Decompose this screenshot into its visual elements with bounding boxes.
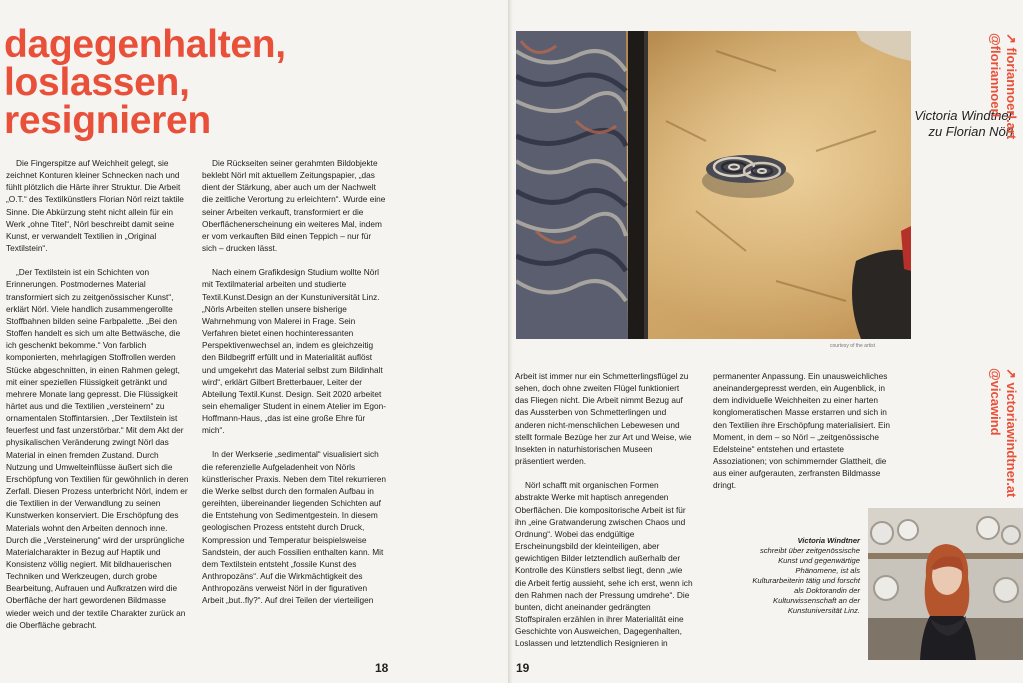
left-column-1: [6, 157, 189, 643]
byline-author: Victoria Windtner: [914, 108, 1013, 123]
paragraph: „Der Textilstein ist ein Schichten von Erinnerungen. Postmodernes Material transformiert sich zu zeitgenössischer Kunst“, erklärt Nörl. Viele handlich zusammengerollte Stoffbahnen bilden seine Farbpalette. „Bei den Stoffen handelt es sich um alte Bettwäsche, die ich geschenkt bekomme.“ Von farblich komponierten, mehrlagigen Stoffrollen werden Stücke abgeschnitten, in einen Rahmen gelegt, mit einer speziellen Flüssigkeit getränkt und mehrere Monate lang gepresst. Die Flüssigkeit härtet aus und die Textilien „versteinern“ zu ornamentalen Stoffintarsien. „Der Textilstein ist feuerfest und fast unzerstörbar.“ Mit dem Akt der physikalischen Veränderung zwingt Nörl das Material in einen fremden Zustand. Durch Nutzung und Umwelteinflüsse äußert sich die Erschöpfung von Textilien für gewöhnlich in deren Zerfall. Diesen Prozess unterbricht Nörl, indem er die Textilien in der Verwandlung zu seinen Kunstwerken konserviert. Die Erschöpfung des Materials wohnt den Arbeiten dennoch inne. Durch die „Versteinerung“ wird der ursprüngliche Materialcharakter in Bezug auf Haptik und Konsistenz völlig negiert. Mit bildhauerischen Techniken und Werkzeugen, durch grobe Bearbeitung, Aufrauen und Aufkratzen wird die Oberfläche der hart gewordenen Bildmasse wieder weich und der textile Charakter zurück an die Oberfläche gebracht.: [6, 267, 189, 630]
article-title: [4, 23, 286, 142]
author-instagram[interactable]: @vicawind: [988, 368, 1003, 436]
artwork-photo-illustration: [516, 31, 911, 339]
title-line: resignieren: [4, 99, 211, 142]
author-portrait-illustration: [868, 508, 1023, 660]
author-social-links: [987, 368, 1019, 497]
artist-instagram[interactable]: @floriannoerl: [988, 33, 1003, 118]
page-number-left: 18: [375, 661, 389, 675]
paragraph: Die Fingerspitze auf Weichheit gelegt, sie zeichnet Konturen kleiner Schnecken nach und fühlt plötzlich die Härte ihrer Struktur. Die Arbeit „O.T.“ des Textilkünstlers Florian Nörl reizt taktile Sinne. Die Abkürzung steht nicht allein für ein Werk „ohne Titel“, Nörl beschreibt damit seine Kunst, er verwandelt Textilien in „Original Textilstein“.: [6, 158, 184, 254]
author-website[interactable]: ↗ victoriawindtner.at: [1004, 368, 1019, 498]
paragraph: Die Rückseiten seiner gerahmten Bildobjekte beklebt Nörl mit aktuellem Zeitungspapier, „das dient der Stärkung, aber auch um der Nachwelt die zeitliche Verortung zu erleichtern“. Wurde eine seiner Arbeiten verkauft, transformiert er die Oberflächenerscheinung ein weiteres Mal, indem er vom verkauften Bild einen Teppich – nur für sich – drucken lässt.: [202, 158, 386, 254]
author-bio: [752, 536, 860, 616]
bio-name: Victoria Windtner: [797, 536, 860, 545]
page-fold: [508, 0, 513, 683]
artist-website[interactable]: ↗ floriannoerl.art: [1004, 33, 1019, 140]
paragraph: permanenter Anpassung. Ein unausweichliches aneinandergepresst werden, ein Augenblick, in dem individuelle Weichheiten zu einer harten konglomeratischen Masse erstarren und sich in den Textilien ihre Erschöpfung materialisiert. Ein Moment, in dem – so Nörl – „zeitgenössische Edelsteine“ entstehen und ertastete Assoziationen; von schimmernder Glattheit, die aus einer aufgerauten, zerfransten Bildmasse dringt.: [713, 371, 890, 491]
artist-social-links: [987, 33, 1019, 139]
title-line: loslassen,: [4, 61, 190, 104]
artwork-photo: [516, 31, 911, 339]
right-column-1: [515, 370, 693, 661]
photo-credit: courtesy of the artist: [830, 343, 876, 349]
paragraph: Nörl schafft mit organischen Formen abstrakte Werke mit haptisch anregenden Oberflächen. Die kompositorische Arbeit ist für ihn „eine Gratwanderung zwischen Chaos und Ordnung“. Wobei das endgültige Erscheinungsbild der kleinteiligen, aber gewichtigen Bilder letztendlich außerhalb der Kontrolle des Künstlers selbst liegt, denn „wie die Arbeit fertig aussieht, sehe ich erst, wenn ich den Rahmen nach der Pressung umdrehe“. Die bunten, dicht aneinander gedrängten Stoffspiralen erzählen in ihrer Materialität eine Geschichte von Ausweichen, Dagegenhalten, Loslassen und letztendlich Resignieren in: [515, 480, 693, 649]
bio-text: schreibt über zeitgenössische Kunst und gegenwärtige Phänomene, ist als Kulturarbeiterin tätig und forscht als Doktorandin der Kulturwissenschaft an der Kunstuniversität Linz.: [752, 546, 860, 615]
paragraph: Nach einem Grafikdesign Studium wollte Nörl mit Textilmaterial arbeiten und studierte Textil.Kunst.Design an der Kunstuniversität Linz. „Nörls Arbeiten stellen unsere bisherige Wahrnehmung von Malerei in Frage. Sein Verfahren bietet einen hochinteressanten Perspektivenwechsel an, indem es gleichzeitig den Bildbegriff erfüllt und in Materialität auflöst und umgekehrt das Material selbst zum Bildinhalt wird“, erklärt Gilbert Bretterbauer, Leiter der Abteilung Textil.Kunst. Design. Seit 2020 arbeitet sein ehemaliger Student in einem Atelier im Egon-Hoffmann-Haus, „das ist eine große Ehre für mich“.: [202, 267, 387, 436]
page-number-right: 19: [516, 661, 530, 675]
paragraph: In der Werkserie „sedimental“ visualisiert sich die referenzielle Aufgeladenheit von Nörls künstlerischer Praxis. Neben dem Titel rekurrieren die Werke selbst durch den formalen Aufbau in gereihten, übereinander liegenden Schichten auf die Entstehung von Sedimentgestein. In diesem geologischen Prozess entsteht durch Druck, Kompression und Temperatur beispielsweise Sandstein, der auch Fossilien enthalten kann. Mit dem Textilstein entsteht „fossile Kunst des Anthropozäns“. Auf die Wirkmächtigkeit des Anthropozäns verweist Nörl in der figurativen Arbeit „but..fly?“. Auf drei Teilen der vierteiligen: [202, 449, 386, 606]
paragraph: Arbeit ist immer nur ein Schmetterlingsflügel zu sehen, doch ohne zweiten Flügel funktioniert das Fliegen nicht. Die Arbeit nimmt Bezug auf das Aussterben von Schmetterlingen und anderen nicht-menschlichen Lebewesen und stellt formale Bezüge her zur Art und Weise, wie Insekten in naturhistorischen Museen präsentiert werden.: [515, 371, 692, 467]
title-line: dagegenhalten,: [4, 23, 286, 66]
byline-subject: zu Florian Nörl: [928, 124, 1013, 139]
left-column-2: [202, 157, 388, 618]
author-portrait: [868, 508, 1023, 660]
right-column-2: [713, 370, 899, 504]
